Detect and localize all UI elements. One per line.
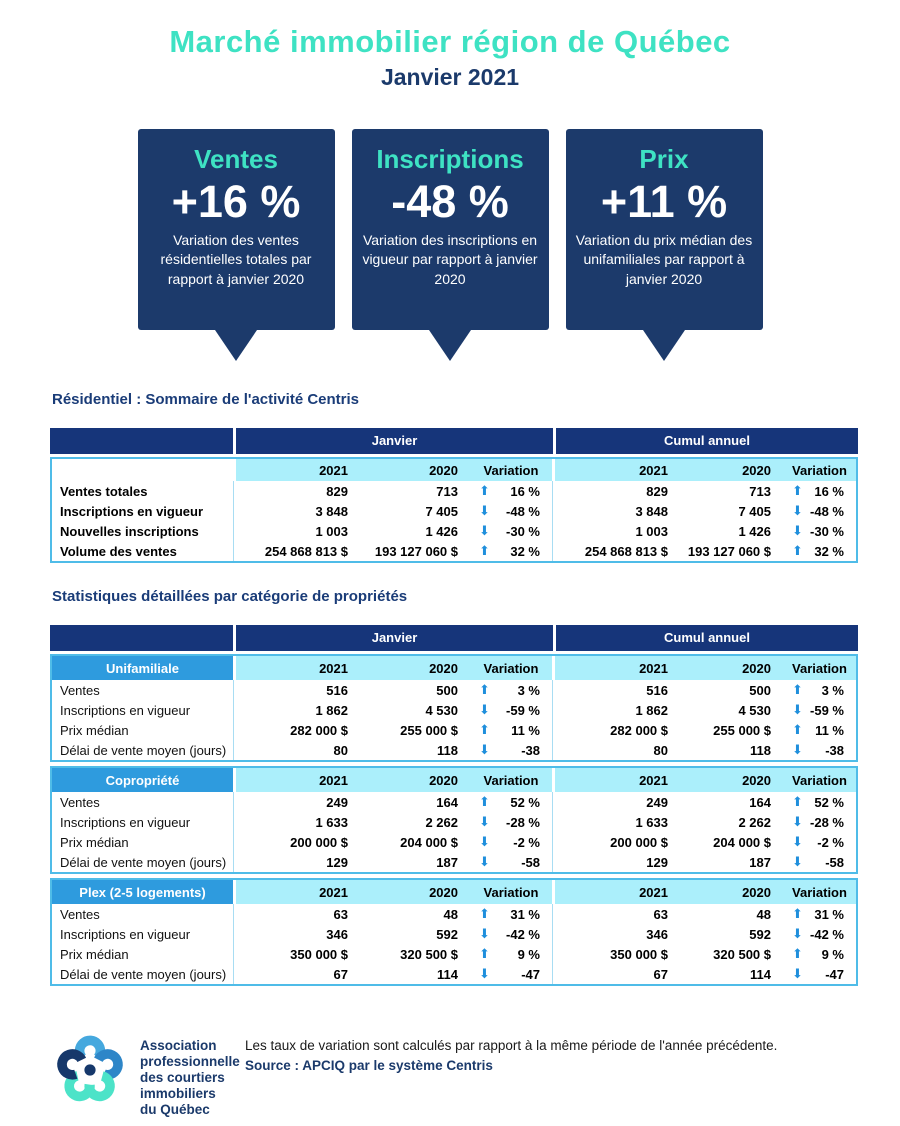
value-2020: 114 bbox=[437, 966, 458, 982]
logo-text-line: immobiliers bbox=[140, 1086, 216, 1101]
variation-value: -59 % bbox=[810, 702, 844, 718]
value-2021: 80 bbox=[552, 740, 680, 760]
table-row bbox=[52, 521, 856, 541]
variation-cell bbox=[783, 944, 856, 964]
callout-card-3 bbox=[566, 129, 763, 361]
value-2020: 2 262 bbox=[738, 814, 771, 830]
variation-arrow-down-icon: ⬇ bbox=[479, 966, 490, 982]
value-2021: 282 000 $ bbox=[552, 720, 680, 740]
table-row bbox=[52, 792, 856, 812]
group-header-cumul: Cumul annuel bbox=[556, 428, 858, 454]
category-header: Plex (2-5 logements) bbox=[52, 880, 233, 904]
year-column-header: Variation bbox=[470, 459, 552, 481]
variation-cell bbox=[783, 541, 856, 561]
variation-arrow-down-icon: ⬇ bbox=[792, 926, 803, 942]
value-2020: 48 bbox=[443, 906, 458, 922]
value-2021: 67 bbox=[552, 964, 680, 984]
row-label: Délai de vente moyen (jours) bbox=[60, 966, 227, 982]
table-row bbox=[52, 944, 856, 964]
callout-tail bbox=[643, 330, 685, 361]
variation-cell bbox=[470, 964, 552, 984]
value-2021: 1 633 bbox=[233, 812, 360, 832]
value-2021: 350 000 $ bbox=[233, 944, 360, 964]
variation-cell bbox=[783, 700, 856, 720]
value-2021: 3 848 bbox=[233, 501, 360, 521]
variation-cell bbox=[470, 924, 552, 944]
value-2021: 3 848 bbox=[552, 501, 680, 521]
year-column-header: 2021 bbox=[552, 768, 680, 792]
variation-arrow-up-icon: ⬆ bbox=[479, 794, 490, 810]
variation-value: 31 % bbox=[814, 906, 844, 922]
callout-heading: Ventes bbox=[194, 144, 278, 174]
value-2021: 282 000 $ bbox=[233, 720, 360, 740]
variation-cell bbox=[470, 680, 552, 700]
value-2020: 713 bbox=[436, 483, 458, 499]
summary-table-body bbox=[50, 457, 858, 563]
value-2020: 187 bbox=[749, 854, 771, 870]
logo-text-line: du Québec bbox=[140, 1102, 210, 1117]
year-column-header: 2020 bbox=[680, 656, 783, 680]
value-2020: 713 bbox=[749, 483, 771, 499]
variation-cell bbox=[470, 812, 552, 832]
variation-arrow-up-icon: ⬆ bbox=[792, 682, 803, 698]
variation-cell bbox=[470, 720, 552, 740]
table-row bbox=[52, 720, 856, 740]
variation-arrow-down-icon: ⬇ bbox=[792, 503, 803, 519]
year-column-header: Variation bbox=[470, 656, 552, 680]
variation-value: 11 % bbox=[511, 722, 540, 738]
summary-table bbox=[50, 428, 858, 563]
variation-arrow-up-icon: ⬆ bbox=[792, 483, 803, 499]
row-label: Prix médian bbox=[60, 722, 129, 738]
variation-cell bbox=[470, 481, 552, 501]
year-column-header: 2021 bbox=[552, 459, 680, 481]
variation-arrow-down-icon: ⬇ bbox=[792, 854, 803, 870]
value-2020: 1 426 bbox=[425, 523, 458, 539]
year-column-header: 2021 bbox=[552, 880, 680, 904]
variation-cell bbox=[470, 501, 552, 521]
variation-arrow-down-icon: ⬇ bbox=[479, 854, 490, 870]
variation-arrow-up-icon: ⬆ bbox=[479, 682, 490, 698]
variation-value: -58 bbox=[521, 854, 540, 870]
variation-arrow-up-icon: ⬆ bbox=[792, 906, 803, 922]
callout-value: +16 % bbox=[171, 176, 301, 227]
group-header-janvier: Janvier bbox=[236, 625, 553, 651]
value-2021: 516 bbox=[552, 680, 680, 700]
year-column-header: Variation bbox=[783, 768, 856, 792]
variation-arrow-down-icon: ⬇ bbox=[792, 834, 803, 850]
table-row bbox=[52, 740, 856, 760]
variation-value: 11 % bbox=[815, 722, 844, 738]
category-header: Copropriété bbox=[52, 768, 233, 792]
variation-value: 32 % bbox=[510, 543, 540, 559]
variation-arrow-down-icon: ⬇ bbox=[479, 503, 490, 519]
variation-value: -38 bbox=[521, 742, 540, 758]
value-2020: 500 bbox=[749, 682, 771, 698]
table-row bbox=[52, 964, 856, 984]
corner-cell bbox=[50, 625, 233, 651]
variation-cell bbox=[783, 740, 856, 760]
variation-value: -59 % bbox=[506, 702, 540, 718]
value-2021: 249 bbox=[552, 792, 680, 812]
year-column-header: Variation bbox=[470, 768, 552, 792]
year-column-header: 2021 bbox=[233, 880, 360, 904]
variation-arrow-down-icon: ⬇ bbox=[479, 702, 490, 718]
year-column-header: Variation bbox=[783, 880, 856, 904]
value-2020: 255 000 $ bbox=[713, 722, 771, 738]
variation-value: 9 % bbox=[517, 946, 540, 962]
year-column-header: 2021 bbox=[233, 459, 360, 481]
callout-box bbox=[566, 129, 763, 330]
year-column-header: 2020 bbox=[680, 459, 783, 481]
year-column-header: Variation bbox=[783, 459, 856, 481]
callout-value: -48 % bbox=[391, 176, 509, 227]
variation-cell bbox=[783, 904, 856, 924]
year-column-header: Variation bbox=[470, 880, 552, 904]
variation-arrow-down-icon: ⬇ bbox=[479, 523, 490, 539]
value-2020: 500 bbox=[436, 682, 458, 698]
value-2020: 204 000 $ bbox=[400, 834, 458, 850]
detail-table bbox=[50, 625, 858, 986]
value-2021: 1 862 bbox=[552, 700, 680, 720]
variation-value: -48 % bbox=[506, 503, 540, 519]
callout-tail bbox=[215, 330, 257, 361]
value-2021: 1 003 bbox=[552, 521, 680, 541]
row-label: Ventes totales bbox=[60, 483, 148, 499]
row-label: Inscriptions en vigueur bbox=[60, 702, 191, 718]
variation-cell bbox=[783, 501, 856, 521]
callout-tail bbox=[429, 330, 471, 361]
value-2020: 7 405 bbox=[738, 503, 771, 519]
callout-heading: Inscriptions bbox=[376, 144, 524, 174]
value-2020: 118 bbox=[750, 742, 771, 758]
row-label: Prix médian bbox=[60, 834, 129, 850]
variation-arrow-down-icon: ⬇ bbox=[792, 814, 803, 830]
category-header: Unifamiliale bbox=[52, 656, 233, 680]
value-2020: 320 500 $ bbox=[400, 946, 458, 962]
value-2021: 1 862 bbox=[233, 700, 360, 720]
value-2020: 193 127 060 $ bbox=[687, 543, 771, 559]
value-2021: 1 003 bbox=[233, 521, 360, 541]
variation-value: -28 % bbox=[506, 814, 540, 830]
year-column-header: 2020 bbox=[360, 768, 470, 792]
category-section bbox=[50, 878, 858, 986]
category-section bbox=[50, 766, 858, 874]
year-column-header: 2020 bbox=[360, 880, 470, 904]
variation-arrow-up-icon: ⬆ bbox=[479, 483, 490, 499]
value-2021: 516 bbox=[233, 680, 360, 700]
variation-value: -47 bbox=[521, 966, 540, 982]
empty-label-cell bbox=[52, 459, 233, 481]
variation-value: -30 % bbox=[506, 523, 540, 539]
variation-value: 31 % bbox=[510, 906, 540, 922]
value-2020: 7 405 bbox=[425, 503, 458, 519]
variation-cell bbox=[470, 944, 552, 964]
value-2020: 48 bbox=[756, 906, 771, 922]
row-label: Inscriptions en vigueur bbox=[60, 926, 191, 942]
variation-value: 3 % bbox=[517, 682, 540, 698]
variation-cell bbox=[470, 541, 552, 561]
variation-value: 52 % bbox=[814, 794, 844, 810]
variation-arrow-up-icon: ⬆ bbox=[792, 543, 803, 559]
variation-arrow-down-icon: ⬇ bbox=[479, 926, 490, 942]
callout-value: +11 % bbox=[600, 176, 728, 227]
variation-value: -38 bbox=[825, 742, 844, 758]
value-2020: 204 000 $ bbox=[713, 834, 771, 850]
source-line: Source : APCIQ par le système Centris bbox=[245, 1058, 493, 1073]
row-label: Nouvelles inscriptions bbox=[60, 523, 199, 539]
page-subtitle: Janvier 2021 bbox=[380, 64, 520, 90]
variation-value: -2 % bbox=[513, 834, 540, 850]
variation-cell bbox=[470, 740, 552, 760]
variation-cell bbox=[783, 720, 856, 740]
year-column-header: 2020 bbox=[360, 656, 470, 680]
callout-box bbox=[352, 129, 549, 330]
logo-text-line: professionnelle bbox=[140, 1054, 240, 1069]
value-2020: 320 500 $ bbox=[713, 946, 771, 962]
value-2020: 118 bbox=[437, 742, 458, 758]
table-row bbox=[52, 541, 856, 561]
row-label: Ventes bbox=[60, 794, 100, 810]
callout-heading: Prix bbox=[639, 144, 689, 174]
variation-arrow-up-icon: ⬆ bbox=[479, 543, 490, 559]
year-column-header: 2021 bbox=[552, 656, 680, 680]
value-2020: 164 bbox=[436, 794, 458, 810]
variation-cell bbox=[470, 792, 552, 812]
table-header-row bbox=[50, 428, 858, 454]
variation-cell bbox=[470, 832, 552, 852]
value-2021: 346 bbox=[233, 924, 360, 944]
variation-arrow-down-icon: ⬇ bbox=[792, 523, 803, 539]
value-2021: 829 bbox=[552, 481, 680, 501]
variation-cell bbox=[470, 521, 552, 541]
table-row bbox=[52, 812, 856, 832]
value-2021: 829 bbox=[233, 481, 360, 501]
value-2020: 2 262 bbox=[425, 814, 458, 830]
variation-arrow-up-icon: ⬆ bbox=[792, 722, 803, 738]
row-label: Ventes bbox=[60, 906, 100, 922]
value-2020: 592 bbox=[436, 926, 458, 942]
variation-cell bbox=[470, 700, 552, 720]
value-2021: 67 bbox=[233, 964, 360, 984]
category-header-row bbox=[52, 656, 856, 680]
variation-value: -30 % bbox=[810, 523, 844, 539]
variation-cell bbox=[783, 680, 856, 700]
variation-arrow-down-icon: ⬇ bbox=[479, 742, 490, 758]
value-2020: 592 bbox=[749, 926, 771, 942]
footnotes bbox=[245, 1038, 855, 1073]
value-2020: 255 000 $ bbox=[400, 722, 458, 738]
category-header-row bbox=[52, 768, 856, 792]
value-2021: 249 bbox=[233, 792, 360, 812]
table-row bbox=[52, 501, 856, 521]
corner-cell bbox=[50, 428, 233, 454]
variation-note: Les taux de variation sont calculés par rapport à la même période de l'année précédente. bbox=[245, 1038, 778, 1053]
value-2021: 129 bbox=[552, 852, 680, 872]
row-label: Délai de vente moyen (jours) bbox=[60, 854, 227, 870]
variation-cell bbox=[783, 812, 856, 832]
value-2021: 1 633 bbox=[552, 812, 680, 832]
variation-arrow-down-icon: ⬇ bbox=[479, 814, 490, 830]
variation-arrow-down-icon: ⬇ bbox=[792, 966, 803, 982]
variation-value: 9 % bbox=[821, 946, 844, 962]
row-label: Inscriptions en vigueur bbox=[60, 503, 204, 519]
callout-description: Variation des ventes résidentielles totales par rapport à janvier 2020 bbox=[160, 232, 312, 287]
callout-card-1 bbox=[138, 129, 335, 361]
value-2021: 350 000 $ bbox=[552, 944, 680, 964]
row-label: Inscriptions en vigueur bbox=[60, 814, 191, 830]
year-column-header: 2020 bbox=[680, 880, 783, 904]
variation-arrow-up-icon: ⬆ bbox=[479, 906, 490, 922]
value-2020: 193 127 060 $ bbox=[374, 543, 458, 559]
variation-cell bbox=[470, 904, 552, 924]
callout-card-2 bbox=[352, 129, 549, 361]
table-row bbox=[52, 481, 856, 501]
detail-section-heading: Statistiques détaillées par catégorie de propriétés bbox=[52, 588, 408, 605]
variation-cell bbox=[783, 792, 856, 812]
variation-value: -2 % bbox=[817, 834, 844, 850]
logo-wordmark bbox=[140, 1038, 240, 1118]
table-header-row bbox=[50, 625, 858, 651]
callout-box bbox=[138, 129, 335, 330]
variation-cell bbox=[783, 481, 856, 501]
table-row bbox=[52, 852, 856, 872]
variation-value: -28 % bbox=[810, 814, 844, 830]
variation-value: 52 % bbox=[510, 794, 540, 810]
logo-text-line: des courtiers bbox=[140, 1070, 225, 1085]
row-label: Ventes bbox=[60, 682, 100, 698]
variation-cell bbox=[470, 852, 552, 872]
row-label: Délai de vente moyen (jours) bbox=[60, 742, 227, 758]
variation-value: 16 % bbox=[814, 483, 844, 499]
value-2020: 187 bbox=[436, 854, 458, 870]
apciq-logo-icon bbox=[50, 1030, 130, 1110]
value-2020: 1 426 bbox=[738, 523, 771, 539]
variation-value: 16 % bbox=[510, 483, 540, 499]
row-label: Prix médian bbox=[60, 946, 129, 962]
category-section bbox=[50, 654, 858, 762]
table-row bbox=[52, 832, 856, 852]
value-2020: 164 bbox=[749, 794, 771, 810]
variation-arrow-up-icon: ⬆ bbox=[792, 946, 803, 962]
variation-cell bbox=[783, 924, 856, 944]
category-header-row bbox=[52, 880, 856, 904]
variation-value: 32 % bbox=[814, 543, 844, 559]
variation-value: -47 bbox=[825, 966, 844, 982]
year-column-header: 2021 bbox=[233, 656, 360, 680]
value-2021: 200 000 $ bbox=[233, 832, 360, 852]
variation-value: -58 bbox=[825, 854, 844, 870]
year-column-header: Variation bbox=[783, 656, 856, 680]
table-row bbox=[52, 700, 856, 720]
variation-value: -48 % bbox=[810, 503, 844, 519]
year-column-header: 2020 bbox=[360, 459, 470, 481]
group-header-cumul: Cumul annuel bbox=[556, 625, 858, 651]
value-2020: 4 530 bbox=[425, 702, 458, 718]
variation-arrow-up-icon: ⬆ bbox=[479, 946, 490, 962]
variation-arrow-down-icon: ⬇ bbox=[479, 834, 490, 850]
variation-arrow-up-icon: ⬆ bbox=[479, 722, 490, 738]
table-row bbox=[52, 904, 856, 924]
value-2021: 346 bbox=[552, 924, 680, 944]
value-2021: 63 bbox=[552, 904, 680, 924]
table-row bbox=[52, 680, 856, 700]
variation-value: -42 % bbox=[506, 926, 540, 942]
variation-arrow-down-icon: ⬇ bbox=[792, 702, 803, 718]
year-column-header: 2020 bbox=[680, 768, 783, 792]
callout-description: Variation des inscriptions en vigueur par rapport à janvier 2020 bbox=[362, 232, 538, 287]
row-label: Volume des ventes bbox=[60, 543, 177, 559]
callout-row bbox=[0, 129, 900, 361]
variation-arrow-up-icon: ⬆ bbox=[792, 794, 803, 810]
value-2021: 254 868 813 $ bbox=[552, 541, 680, 561]
variation-cell bbox=[783, 521, 856, 541]
logo-text-line: Association bbox=[140, 1038, 217, 1053]
value-2021: 80 bbox=[233, 740, 360, 760]
callout-description: Variation du prix médian des unifamiliales par rapport à janvier 2020 bbox=[575, 232, 753, 287]
value-2021: 200 000 $ bbox=[552, 832, 680, 852]
apciq-logo bbox=[50, 1030, 240, 1118]
variation-value: -42 % bbox=[810, 926, 844, 942]
year-column-header: 2021 bbox=[233, 768, 360, 792]
value-2020: 114 bbox=[750, 966, 771, 982]
summary-section-heading: Résidentiel : Sommaire de l'activité Centris bbox=[52, 391, 360, 408]
table-row bbox=[52, 924, 856, 944]
group-header-janvier: Janvier bbox=[236, 428, 553, 454]
value-2021: 129 bbox=[233, 852, 360, 872]
variation-arrow-down-icon: ⬇ bbox=[792, 742, 803, 758]
value-2021: 254 868 813 $ bbox=[233, 541, 360, 561]
year-header-row bbox=[52, 459, 856, 481]
variation-value: 3 % bbox=[821, 682, 844, 698]
variation-cell bbox=[783, 964, 856, 984]
value-2021: 63 bbox=[233, 904, 360, 924]
value-2020: 4 530 bbox=[738, 702, 771, 718]
variation-cell bbox=[783, 852, 856, 872]
page-title: Marché immobilier région de Québec bbox=[169, 24, 731, 59]
variation-cell bbox=[783, 832, 856, 852]
